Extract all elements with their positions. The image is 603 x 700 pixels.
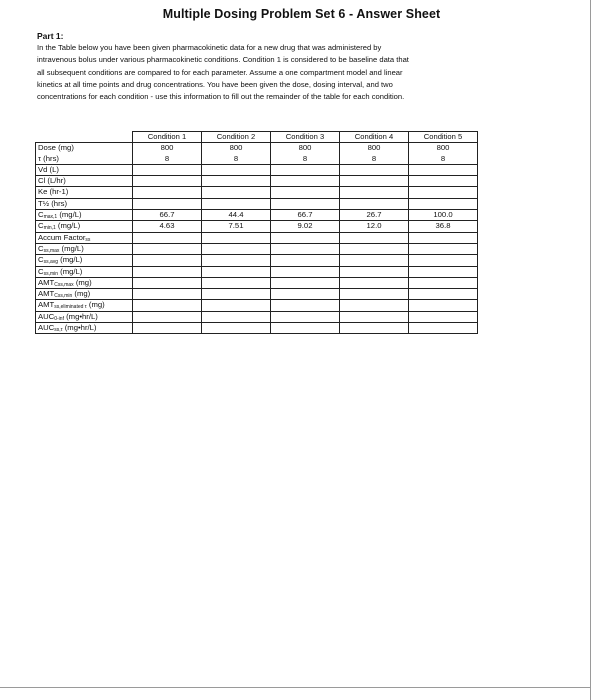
row-label xyxy=(36,277,133,288)
row-label-subscript: max,1 xyxy=(43,214,58,221)
table-cell-condition-2 xyxy=(202,232,271,243)
table-cell-condition-3: 800 xyxy=(271,143,340,154)
table-cell-condition-1: 4.63 xyxy=(133,221,202,232)
table-row xyxy=(36,266,478,277)
row-label-subscript: ss,avg xyxy=(43,259,59,266)
row-label-text: τ (hrs) xyxy=(38,153,59,163)
row-label xyxy=(36,266,133,277)
table-cell-condition-3 xyxy=(271,232,340,243)
table-cell-condition-1: 66.7 xyxy=(133,210,202,221)
table-row xyxy=(36,164,478,175)
row-label-text: AUC xyxy=(38,323,55,333)
table-cell-condition-3 xyxy=(271,300,340,311)
row-label-text: AMT xyxy=(38,300,55,310)
table-cell-condition-3 xyxy=(271,187,340,198)
row-label-subscript: ss xyxy=(85,236,91,243)
table-cell-condition-4: 8 xyxy=(340,154,409,165)
table-cell-condition-4 xyxy=(340,311,409,322)
row-label xyxy=(36,187,133,198)
table-cell-condition-1 xyxy=(133,277,202,288)
table-cell-condition-2 xyxy=(202,255,271,266)
table-cell-condition-5 xyxy=(409,198,478,209)
table-cell-condition-5 xyxy=(409,164,478,175)
intro-line: In the Table below you have been given pharmacokinetic data for a new drug that was administered by xyxy=(37,43,382,52)
row-label xyxy=(36,176,133,187)
table-row xyxy=(36,198,478,209)
row-label-unit: (mg•hr/L) xyxy=(63,311,98,321)
row-label-unit: (mg•hr/L) xyxy=(62,323,97,333)
table-row xyxy=(36,210,478,221)
table-cell-condition-1 xyxy=(133,255,202,266)
row-label-text: T½ (hrs) xyxy=(38,198,68,208)
header-corner xyxy=(36,132,133,143)
table-cell-condition-4 xyxy=(340,277,409,288)
page-title: Multiple Dosing Problem Set 6 - Answer Sheet xyxy=(162,7,441,21)
table-cell-condition-2: 7.51 xyxy=(202,221,271,232)
table-row xyxy=(36,221,478,232)
table-cell-condition-3 xyxy=(271,323,340,334)
table-cell-condition-4 xyxy=(340,243,409,254)
row-label-subscript: Css,max xyxy=(54,281,74,288)
table-cell-condition-5 xyxy=(409,243,478,254)
row-label-text: C xyxy=(38,221,44,231)
table-row xyxy=(36,187,478,198)
table-cell-condition-5 xyxy=(409,187,478,198)
row-label xyxy=(36,210,133,221)
table-cell-condition-3: 66.7 xyxy=(271,210,340,221)
table-cell-condition-4 xyxy=(340,266,409,277)
table-cell-condition-3 xyxy=(271,164,340,175)
table-cell-condition-5 xyxy=(409,300,478,311)
table-row xyxy=(36,323,478,334)
table-row xyxy=(36,277,478,288)
row-label-text: Ke (hr-1) xyxy=(38,187,69,197)
pk-data-table xyxy=(35,131,478,334)
table-cell-condition-3 xyxy=(271,255,340,266)
row-label-text: Dose (mg) xyxy=(38,143,74,153)
row-label-subscript: Css,min xyxy=(54,293,73,300)
table-cell-condition-4 xyxy=(340,323,409,334)
table-cell-condition-2 xyxy=(202,266,271,277)
table-row xyxy=(36,143,478,154)
table-cell-condition-4 xyxy=(340,198,409,209)
table-cell-condition-2 xyxy=(202,289,271,300)
page-bottom-edge xyxy=(0,687,591,688)
table-cell-condition-5: 36.8 xyxy=(409,221,478,232)
column-header-condition-3: Condition 3 xyxy=(271,132,340,143)
row-label xyxy=(36,232,133,243)
table-cell-condition-3: 9.02 xyxy=(271,221,340,232)
table-cell-condition-1 xyxy=(133,232,202,243)
table-cell-condition-3: 8 xyxy=(271,154,340,165)
row-label-unit: (mg/L) xyxy=(58,255,83,265)
table-cell-condition-4: 26.7 xyxy=(340,210,409,221)
table-row xyxy=(36,154,478,165)
part-label: Part 1: xyxy=(37,31,64,41)
table-cell-condition-2 xyxy=(202,198,271,209)
row-label xyxy=(36,289,133,300)
intro-line: intravenous bolus under various pharmacokinetic conditions. Condition 1 is considered to be baseline data that xyxy=(37,55,409,65)
row-label-unit: (mg) xyxy=(73,277,92,287)
table-row xyxy=(36,255,478,266)
intro-line: concentrations for each condition - use this information to fill out the remainder of the table for each condition. xyxy=(37,92,405,102)
row-label-subscript: min,1 xyxy=(43,225,56,232)
table-cell-condition-5 xyxy=(409,277,478,288)
column-header-condition-5: Condition 5 xyxy=(409,132,478,143)
row-label xyxy=(36,311,133,322)
row-label xyxy=(36,143,133,154)
table-cell-condition-5 xyxy=(409,311,478,322)
row-label-text: AMT xyxy=(38,289,55,299)
row-label-subscript: ss,eliminated τ xyxy=(54,304,87,311)
table-cell-condition-5: 800 xyxy=(409,143,478,154)
row-label xyxy=(36,164,133,175)
row-label-text: C xyxy=(38,255,44,265)
column-header-condition-4: Condition 4 xyxy=(340,132,409,143)
row-label-text: Accum Factor xyxy=(38,232,86,242)
table-cell-condition-1 xyxy=(133,176,202,187)
table-cell-condition-5 xyxy=(409,323,478,334)
row-label xyxy=(36,154,133,165)
table-row xyxy=(36,311,478,322)
column-header-condition-2: Condition 2 xyxy=(202,132,271,143)
table-row xyxy=(36,243,478,254)
table-cell-condition-2 xyxy=(202,187,271,198)
table-cell-condition-1 xyxy=(133,198,202,209)
row-label-text: AMT xyxy=(38,277,55,287)
table-cell-condition-3 xyxy=(271,277,340,288)
table-cell-condition-4 xyxy=(340,187,409,198)
table-cell-condition-1 xyxy=(133,243,202,254)
row-label-subscript: ss,min xyxy=(43,270,59,277)
row-label-text: C xyxy=(38,266,44,276)
row-label-unit: (mg/L) xyxy=(59,243,84,253)
table-row xyxy=(36,300,478,311)
table-cell-condition-3 xyxy=(271,289,340,300)
row-label-subscript: ss,max xyxy=(43,247,60,254)
table-cell-condition-5: 8 xyxy=(409,154,478,165)
table-cell-condition-2: 800 xyxy=(202,143,271,154)
row-label xyxy=(36,243,133,254)
table-cell-condition-5 xyxy=(409,255,478,266)
row-label-unit: (mg/L) xyxy=(58,266,83,276)
table-cell-condition-2: 44.4 xyxy=(202,210,271,221)
table-cell-condition-4: 12.0 xyxy=(340,221,409,232)
table-cell-condition-2 xyxy=(202,164,271,175)
row-label-unit: (mg/L) xyxy=(57,210,82,220)
row-label xyxy=(36,198,133,209)
table-cell-condition-3 xyxy=(271,266,340,277)
table-cell-condition-4 xyxy=(340,232,409,243)
table-cell-condition-5 xyxy=(409,176,478,187)
table-row xyxy=(36,232,478,243)
row-label-text: C xyxy=(38,210,44,220)
row-label-subscript: ss,τ xyxy=(54,327,63,334)
table-cell-condition-4 xyxy=(340,289,409,300)
table-header-row xyxy=(36,132,478,143)
table-cell-condition-3 xyxy=(271,243,340,254)
table-cell-condition-4 xyxy=(340,300,409,311)
table-cell-condition-1: 800 xyxy=(133,143,202,154)
row-label-text: Vd (L) xyxy=(38,164,59,174)
column-header-condition-1: Condition 1 xyxy=(133,132,202,143)
row-label-subscript: 0-inf xyxy=(54,315,64,322)
table-cell-condition-2 xyxy=(202,323,271,334)
table-cell-condition-3 xyxy=(271,311,340,322)
table-cell-condition-5 xyxy=(409,232,478,243)
table-row xyxy=(36,176,478,187)
intro-paragraph xyxy=(37,42,537,103)
table-cell-condition-5 xyxy=(409,266,478,277)
table-cell-condition-3 xyxy=(271,198,340,209)
table-cell-condition-1 xyxy=(133,289,202,300)
row-label xyxy=(36,323,133,334)
table-cell-condition-1: 8 xyxy=(133,154,202,165)
table-cell-condition-1 xyxy=(133,311,202,322)
table-cell-condition-1 xyxy=(133,187,202,198)
table-cell-condition-1 xyxy=(133,266,202,277)
row-label-unit: (mg/L) xyxy=(55,221,81,231)
row-label xyxy=(36,255,133,266)
row-label-text: C xyxy=(38,243,44,253)
table-cell-condition-2 xyxy=(202,277,271,288)
table-cell-condition-2 xyxy=(202,300,271,311)
table-cell-condition-5 xyxy=(409,289,478,300)
table-cell-condition-3 xyxy=(271,176,340,187)
table-row xyxy=(36,289,478,300)
table-cell-condition-4: 800 xyxy=(340,143,409,154)
row-label-unit: (mg) xyxy=(72,289,91,299)
table-cell-condition-1 xyxy=(133,323,202,334)
row-label xyxy=(36,221,133,232)
row-label xyxy=(36,300,133,311)
table-cell-condition-1 xyxy=(133,164,202,175)
row-label-text: AUC xyxy=(38,311,55,321)
intro-line: all subsequent conditions are compared to for each parameter. Assume a one compartment model and linear xyxy=(37,67,403,77)
intro-line: kinetics at all time points and drug concentrations. You have been given the dose, dosing interval, and two xyxy=(37,79,393,89)
table-cell-condition-5: 100.0 xyxy=(409,210,478,221)
table-cell-condition-2: 8 xyxy=(202,154,271,165)
table-cell-condition-2 xyxy=(202,176,271,187)
table-cell-condition-4 xyxy=(340,255,409,266)
row-label-unit: (mg) xyxy=(86,300,105,310)
table-cell-condition-4 xyxy=(340,176,409,187)
table-cell-condition-1 xyxy=(133,300,202,311)
row-label-text: Cl (L/hr) xyxy=(38,176,66,186)
table-cell-condition-2 xyxy=(202,311,271,322)
table-cell-condition-4 xyxy=(340,164,409,175)
table-cell-condition-2 xyxy=(202,243,271,254)
page-right-edge xyxy=(590,0,591,700)
